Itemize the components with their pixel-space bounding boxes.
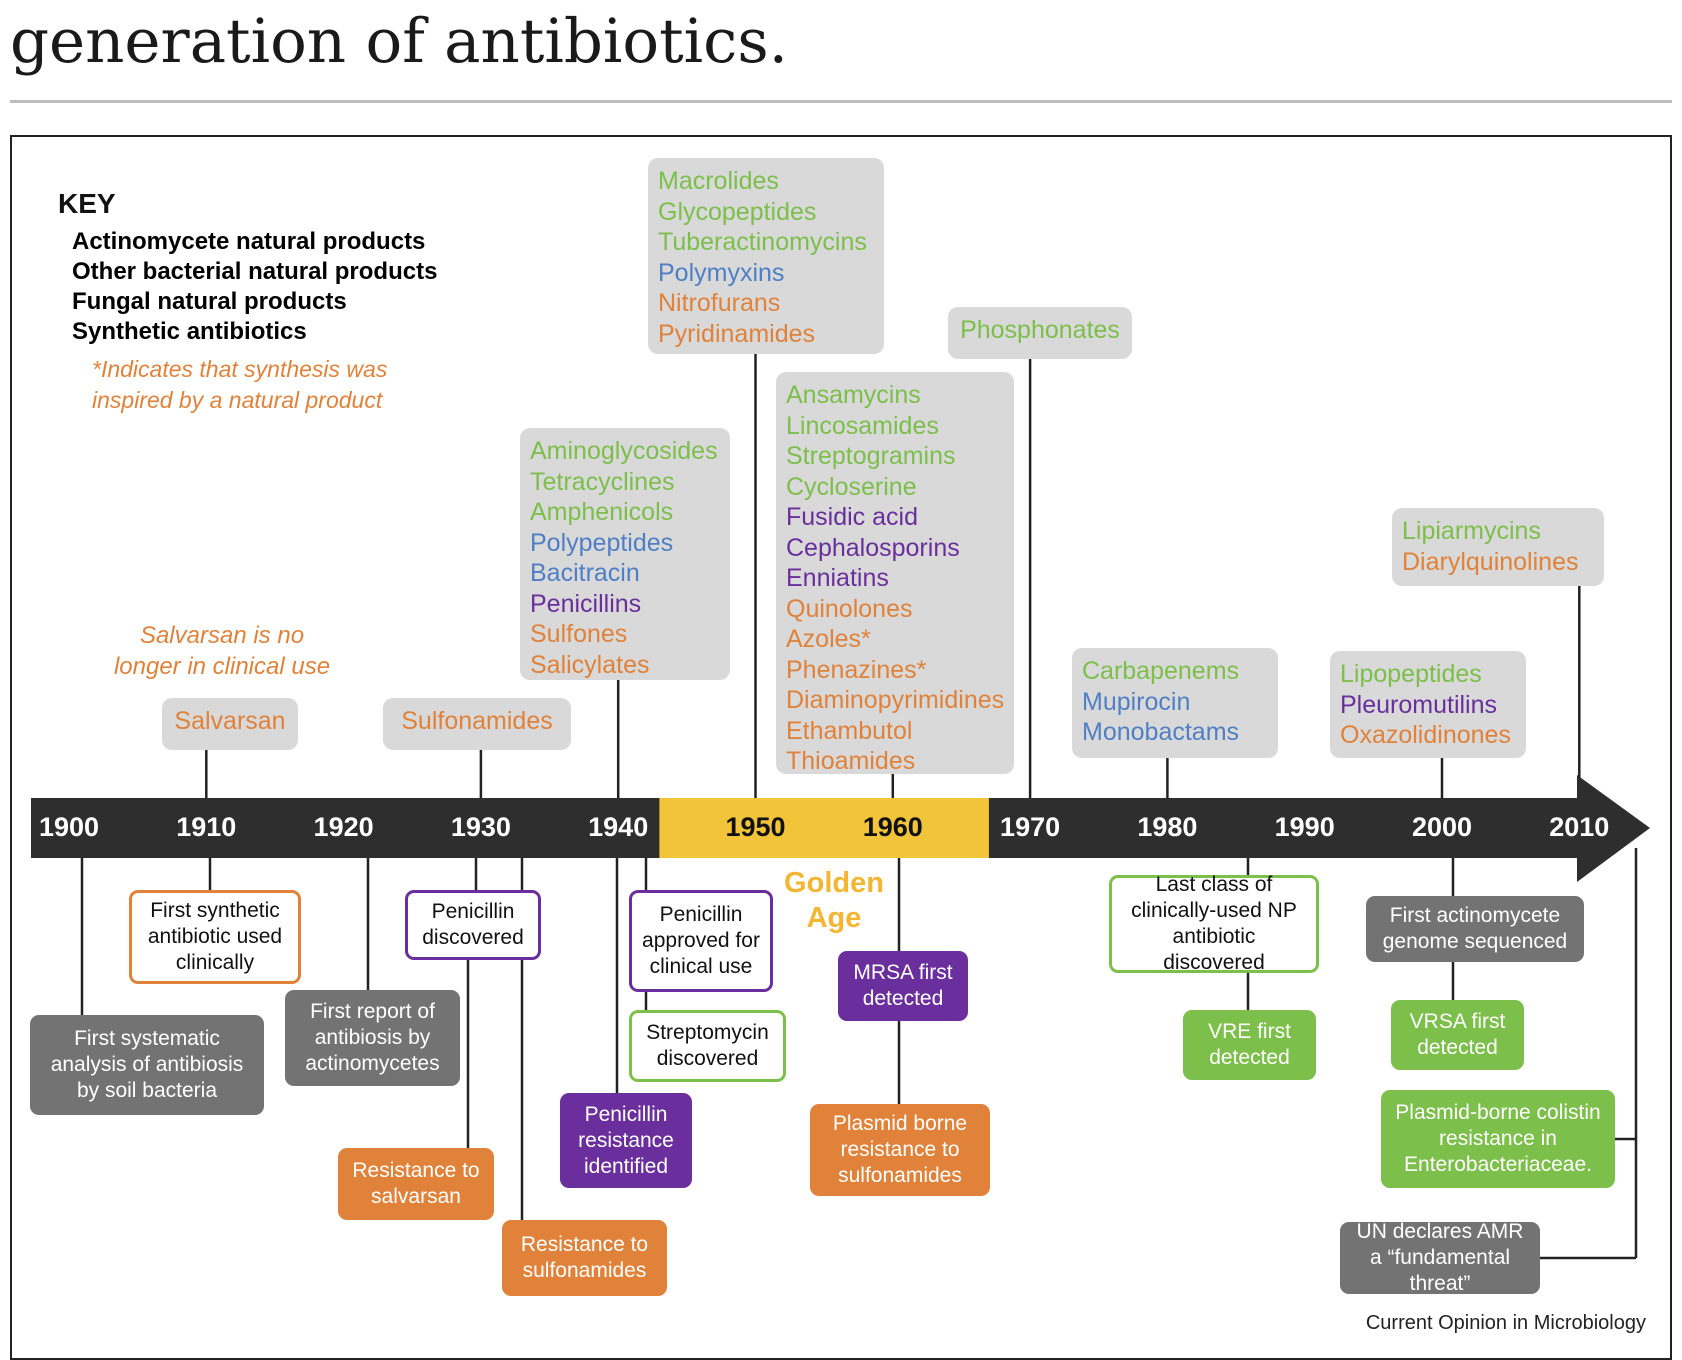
antibiotic-class-label: Nitrofurans	[658, 289, 781, 317]
antibiotic-class-label: Carbapenems	[1082, 657, 1240, 685]
antibiotic-class-label: Polypeptides	[530, 528, 674, 557]
year-label-2000: 2000	[1411, 812, 1473, 842]
key-synthetic: Synthetic antibiotics	[72, 318, 307, 345]
year-label-1950: 1950	[725, 812, 786, 842]
antibiotic-class-label: Streptogramins	[786, 442, 956, 470]
year-label-1990: 1990	[1274, 812, 1335, 842]
antibiotic-class-label: Mupirocin	[1082, 687, 1191, 716]
antibiotic-class-label: Fusidic acid	[786, 503, 918, 531]
salvarsan-note: Salvarsan is no longer in clinical use	[113, 622, 331, 680]
antibiotic-class-label: Amphenicols	[530, 498, 674, 526]
event-first-report: First report of antibiosis by actinomycetes	[285, 990, 460, 1086]
year-label-1970: 1970	[1000, 812, 1061, 842]
antibiotic-class-label: Oxazolidinones	[1340, 721, 1511, 749]
antibiotic-class-label: Bacitracin	[530, 559, 640, 587]
golden-age-label: Golden Age	[784, 867, 884, 934]
event-resistance-sulfonamides: Resistance to sulfonamides	[502, 1220, 667, 1296]
key-note: *Indicates that synthesis was inspired by a natural product	[92, 356, 388, 413]
antibiotic-class-label: Penicillins	[530, 589, 642, 618]
antibiotic-class-label: Salicylates	[530, 650, 650, 679]
antibiotic-class-label: Monobactams	[1082, 718, 1240, 746]
event-last-np-class: Last class of clinically-used NP antibiotic discovered	[1109, 875, 1319, 973]
year-label-1930: 1930	[450, 812, 511, 842]
event-penicillin-discovered: Penicillin discovered	[405, 890, 541, 960]
antibiotic-class-label: Macrolides	[658, 167, 779, 195]
year-label-1980: 1980	[1137, 812, 1198, 842]
antibiotic-class-label: Pyridinamides	[658, 319, 816, 348]
key-actinomycete: Actinomycete natural products	[72, 228, 426, 255]
antibiotic-class-label: Cephalosporins	[786, 533, 960, 562]
antibiotic-class-label: Phenazines*	[786, 655, 927, 684]
antibiotic-class-label: Sulfonamides	[401, 707, 553, 735]
antibiotic-class-label: Lipiarmycins	[1402, 517, 1541, 545]
antibiotic-class-label: Thioamides	[786, 747, 916, 775]
antibiotic-class-label: Diaminopyrimidines	[786, 686, 1005, 714]
event-first-systematic: First systematic analysis of antibiosis by soil bacteria	[30, 1015, 264, 1115]
antibiotic-class-label: Cycloserine	[786, 472, 917, 501]
antibiotic-class-label: Diarylquinolines	[1402, 547, 1579, 576]
event-first-synthetic: First synthetic antibiotic used clinically	[129, 890, 301, 984]
antibiotic-class-label: Salvarsan	[174, 707, 286, 735]
antibiotic-class-label: Glycopeptides	[658, 197, 817, 226]
event-plasmid-sulfonamides: Plasmid borne resistance to sulfonamides	[810, 1104, 990, 1196]
antibiotic-class-label: Lipopeptides	[1340, 660, 1482, 688]
year-label-2010: 2010	[1549, 812, 1610, 842]
event-colistin: Plasmid-borne colistin resistance in Enterobacteriaceae.	[1381, 1090, 1615, 1188]
event-un-amr: UN declares AMR a “fundamental threat”	[1340, 1222, 1540, 1294]
antibiotic-class-label: Enniatins	[786, 564, 889, 592]
antibiotic-class-label: Ethambutol	[786, 716, 913, 745]
event-penicillin-approved: Penicillin approved for clinical use	[629, 890, 773, 992]
page-heading: generation of antibiotics.	[10, 6, 789, 77]
credit: Current Opinion in Microbiology	[1365, 1312, 1646, 1334]
golden-age-band	[659, 798, 989, 858]
event-resistance-salvarsan: Resistance to salvarsan	[338, 1148, 494, 1220]
antibiotic-class-label: Sulfones	[530, 620, 628, 648]
antibiotic-class-label: Aminoglycosides	[530, 437, 718, 465]
year-label-1900: 1900	[38, 812, 100, 842]
key-fungal: Fungal natural products	[72, 288, 347, 315]
antibiotic-class-label: Phosphonates	[960, 316, 1120, 344]
antibiotic-class-label: Lincosamides	[786, 411, 939, 440]
event-vre: VRE first detected	[1183, 1010, 1316, 1080]
antibiotic-class-label: Azoles*	[786, 625, 871, 653]
event-mrsa: MRSA first detected	[838, 951, 968, 1021]
antibiotic-class-label: Ansamycins	[786, 381, 921, 409]
year-label-1920: 1920	[313, 812, 374, 842]
year-label-1960: 1960	[862, 812, 923, 842]
event-first-genome: First actinomycete genome sequenced	[1366, 896, 1584, 962]
year-label-1940: 1940	[588, 812, 649, 842]
event-vrsa: VRSA first detected	[1391, 1000, 1524, 1070]
event-streptomycin-discovered: Streptomycin discovered	[629, 1010, 786, 1082]
event-penicillin-resistance: Penicillin resistance identified	[560, 1093, 692, 1188]
antibiotic-class-label: Tetracyclines	[530, 467, 675, 496]
antibiotic-class-label: Quinolones	[786, 594, 913, 623]
key-title: KEY	[58, 188, 116, 219]
key-other-bacterial: Other bacterial natural products	[72, 258, 438, 285]
antibiotic-class-label: Polymyxins	[658, 258, 785, 287]
antibiotic-class-label: Tuberactinomycins	[658, 228, 867, 256]
year-label-1910: 1910	[176, 812, 237, 842]
antibiotic-class-label: Pleuromutilins	[1340, 690, 1498, 719]
